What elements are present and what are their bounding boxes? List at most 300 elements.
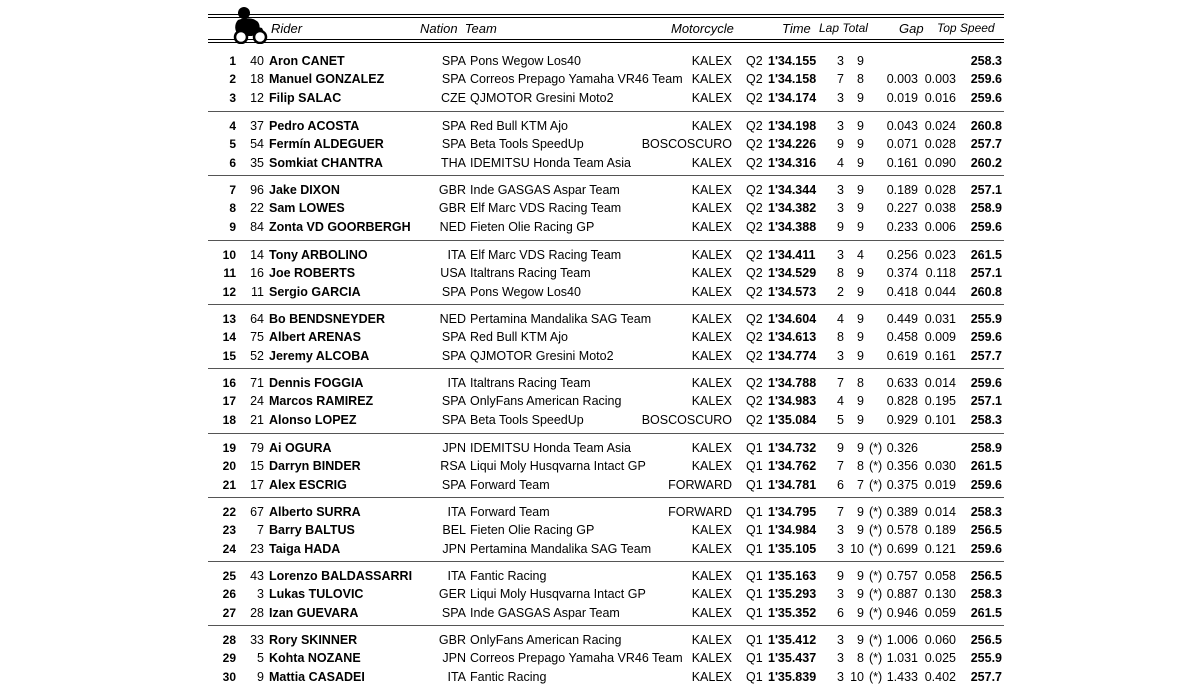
total-laps: 9 bbox=[857, 605, 864, 620]
rider-name: Darryn BINDER bbox=[269, 459, 361, 474]
rider-name: Izan GUEVARA bbox=[269, 605, 359, 620]
table-row bbox=[0, 310, 1200, 328]
position: 8 bbox=[229, 201, 236, 216]
lap: 3 bbox=[837, 523, 844, 538]
rider-number: 17 bbox=[250, 477, 264, 492]
team-name: IDEMITSU Honda Team Asia bbox=[470, 441, 631, 455]
total-laps: 9 bbox=[857, 155, 864, 170]
rider-number: 75 bbox=[250, 330, 264, 345]
position: 4 bbox=[229, 119, 236, 133]
motorcycle: KALEX bbox=[691, 376, 732, 390]
rider-number: 71 bbox=[250, 376, 264, 390]
rider-name: Aron CANET bbox=[269, 54, 345, 68]
motorcycle: KALEX bbox=[691, 441, 732, 455]
motorcycle: KALEX bbox=[691, 72, 732, 87]
rider-number: 84 bbox=[250, 219, 264, 234]
rider-number: 18 bbox=[250, 72, 264, 87]
total-laps: 10 bbox=[850, 669, 864, 684]
team-name: IDEMITSU Honda Team Asia bbox=[470, 155, 631, 170]
session: Q1 bbox=[746, 669, 763, 684]
session: Q2 bbox=[746, 201, 763, 216]
motorcycle: KALEX bbox=[691, 605, 732, 620]
q1-marker: (*) bbox=[869, 633, 883, 647]
rider-name: Bo BENDSNEYDER bbox=[269, 312, 385, 326]
total-laps: 9 bbox=[857, 54, 864, 68]
nation: GBR bbox=[438, 201, 466, 216]
gap-previous: 0.030 bbox=[924, 459, 956, 474]
nation: JPN bbox=[442, 541, 466, 556]
lap-time: 1'34.788 bbox=[768, 376, 817, 390]
gap: 0.389 bbox=[886, 505, 918, 519]
gap-previous: 0.019 bbox=[924, 477, 956, 492]
lap-time: 1'34.983 bbox=[768, 394, 817, 409]
session: Q2 bbox=[746, 219, 763, 234]
total-laps: 8 bbox=[857, 376, 864, 390]
team-name: Italtrans Racing Team bbox=[470, 376, 591, 390]
total-laps: 9 bbox=[857, 90, 864, 105]
header-nation-team: Nation Team bbox=[420, 21, 497, 36]
lap-time: 1'34.388 bbox=[768, 219, 817, 234]
total-laps: 9 bbox=[857, 137, 864, 152]
team-name: Fieten Olie Racing GP bbox=[470, 523, 595, 538]
rider-name: Zonta VD GOORBERGH bbox=[269, 219, 411, 234]
rider-number: 40 bbox=[250, 54, 264, 68]
total-laps: 9 bbox=[857, 348, 864, 363]
position: 2 bbox=[229, 72, 236, 87]
session: Q1 bbox=[746, 605, 763, 620]
motorcycle: FORWARD bbox=[668, 477, 732, 492]
motorcycle: KALEX bbox=[691, 348, 732, 363]
position: 24 bbox=[222, 541, 236, 556]
position: 13 bbox=[222, 312, 236, 326]
position: 6 bbox=[229, 155, 236, 170]
motorcycle: FORWARD bbox=[668, 505, 732, 519]
table-row bbox=[0, 476, 1200, 494]
total-laps: 4 bbox=[857, 248, 864, 262]
session: Q2 bbox=[746, 72, 763, 87]
team-name: QJMOTOR Gresini Moto2 bbox=[470, 348, 614, 363]
position: 15 bbox=[222, 348, 236, 363]
rider-number: 16 bbox=[250, 266, 264, 281]
header-top-speed: Top Speed bbox=[937, 21, 995, 35]
lap: 3 bbox=[837, 587, 844, 602]
gap: 0.619 bbox=[886, 348, 918, 363]
motorcycle: KALEX bbox=[691, 266, 732, 281]
top-speed: 259.6 bbox=[970, 90, 1002, 105]
session: Q2 bbox=[746, 330, 763, 345]
position: 11 bbox=[223, 266, 236, 281]
nation: ITA bbox=[447, 569, 466, 583]
session: Q1 bbox=[746, 633, 763, 647]
motorcycle: KALEX bbox=[691, 459, 732, 474]
total-laps: 9 bbox=[857, 330, 864, 345]
q1-marker: (*) bbox=[869, 477, 883, 492]
total-laps: 8 bbox=[857, 72, 864, 87]
team-name: Pertamina Mandalika SAG Team bbox=[470, 312, 652, 326]
session: Q1 bbox=[746, 523, 763, 538]
gap: 0.256 bbox=[886, 248, 918, 262]
rider-name: Ai OGURA bbox=[269, 441, 332, 455]
nation: SPA bbox=[441, 119, 466, 133]
total-laps: 9 bbox=[857, 523, 864, 538]
total-laps: 9 bbox=[857, 569, 864, 583]
lap-time: 1'34.155 bbox=[768, 54, 817, 68]
team-name: Pons Wegow Los40 bbox=[470, 54, 581, 68]
rider-name: Pedro ACOSTA bbox=[269, 119, 360, 133]
position: 22 bbox=[222, 505, 236, 519]
nation: JPN bbox=[442, 651, 466, 666]
table-row bbox=[0, 374, 1200, 392]
total-laps: 9 bbox=[857, 219, 864, 234]
top-speed: 257.7 bbox=[970, 669, 1002, 684]
lap: 3 bbox=[837, 54, 844, 68]
position: 18 bbox=[222, 412, 236, 427]
lap-time: 1'35.352 bbox=[768, 605, 817, 620]
table-row bbox=[0, 117, 1200, 135]
top-speed: 260.8 bbox=[970, 119, 1002, 133]
top-speed: 258.3 bbox=[970, 587, 1002, 602]
nation: NED bbox=[439, 219, 466, 234]
top-speed: 260.8 bbox=[970, 284, 1002, 299]
gap: 0.929 bbox=[886, 412, 918, 427]
lap-time: 1'35.293 bbox=[768, 587, 817, 602]
motorcycle: KALEX bbox=[691, 284, 732, 299]
motorcycle: KALEX bbox=[691, 219, 732, 234]
total-laps: 9 bbox=[857, 505, 864, 519]
rider-name: Marcos RAMIREZ bbox=[269, 394, 374, 409]
gap: 0.757 bbox=[886, 569, 918, 583]
team-name: Forward Team bbox=[470, 477, 550, 492]
top-speed: 258.3 bbox=[970, 54, 1002, 68]
q1-marker: (*) bbox=[869, 459, 883, 474]
group-separator bbox=[208, 497, 1004, 498]
position: 29 bbox=[222, 651, 236, 666]
top-speed: 258.9 bbox=[970, 201, 1002, 216]
nation: GER bbox=[438, 587, 466, 602]
nation: BEL bbox=[442, 523, 466, 538]
gap-previous: 0.016 bbox=[924, 90, 956, 105]
motorcycle: KALEX bbox=[691, 119, 732, 133]
motorcycle: BOSCOSCURO bbox=[641, 137, 732, 152]
q1-marker: (*) bbox=[869, 651, 883, 666]
rider-name: Kohta NOZANE bbox=[269, 651, 361, 666]
motorcycle: KALEX bbox=[691, 201, 732, 216]
header-time: Time bbox=[782, 21, 811, 36]
gap: 0.449 bbox=[886, 312, 918, 326]
top-speed: 261.5 bbox=[970, 605, 1002, 620]
header-rule-bottom bbox=[208, 39, 1004, 40]
gap-previous: 0.028 bbox=[924, 137, 956, 152]
gap-previous: 0.060 bbox=[924, 633, 956, 647]
total-laps: 9 bbox=[857, 633, 864, 647]
nation: SPA bbox=[441, 72, 466, 87]
header-rule-bottom-2 bbox=[208, 42, 1004, 43]
q1-marker: (*) bbox=[869, 541, 883, 556]
rider-name: Mattia CASADEI bbox=[269, 669, 365, 684]
lap: 7 bbox=[837, 72, 844, 87]
gap-previous: 0.130 bbox=[924, 587, 956, 602]
lap-time: 1'34.411 bbox=[768, 248, 816, 262]
rider-name: Alberto SURRA bbox=[269, 505, 361, 519]
q1-marker: (*) bbox=[869, 441, 883, 455]
session: Q2 bbox=[746, 266, 763, 281]
team-name: Inde GASGAS Aspar Team bbox=[470, 183, 620, 197]
header-rule-top bbox=[208, 14, 1004, 15]
table-row bbox=[0, 89, 1200, 107]
team-name: Italtrans Racing Team bbox=[470, 266, 591, 281]
table-row bbox=[0, 457, 1200, 475]
motorcycle: KALEX bbox=[691, 651, 732, 666]
rider-number: 3 bbox=[257, 587, 264, 602]
lap-time: 1'34.774 bbox=[768, 348, 817, 363]
total-laps: 9 bbox=[857, 266, 864, 281]
rider-name: Albert ARENAS bbox=[269, 330, 361, 345]
nation: JPN bbox=[442, 441, 466, 455]
lap-time: 1'35.163 bbox=[768, 569, 817, 583]
team-name: Fantic Racing bbox=[470, 569, 547, 583]
lap: 2 bbox=[837, 284, 844, 299]
top-speed: 256.5 bbox=[970, 523, 1002, 538]
rider-number: 67 bbox=[250, 505, 264, 519]
total-laps: 7 bbox=[857, 477, 864, 492]
table-row bbox=[0, 631, 1200, 649]
lap-time: 1'34.613 bbox=[768, 330, 817, 345]
top-speed: 259.6 bbox=[970, 541, 1002, 556]
nation: RSA bbox=[440, 459, 466, 474]
position: 16 bbox=[222, 376, 236, 390]
gap: 0.374 bbox=[886, 266, 918, 281]
lap-time: 1'34.226 bbox=[768, 137, 817, 152]
lap: 8 bbox=[837, 266, 844, 281]
team-name: Beta Tools SpeedUp bbox=[470, 412, 584, 427]
team-name: Inde GASGAS Aspar Team bbox=[470, 605, 620, 620]
position: 30 bbox=[222, 669, 236, 684]
gap: 0.633 bbox=[886, 376, 918, 390]
group-separator bbox=[208, 368, 1004, 369]
table-row bbox=[0, 521, 1200, 539]
lap: 3 bbox=[837, 201, 844, 216]
rider-number: 15 bbox=[250, 459, 264, 474]
top-speed: 256.5 bbox=[970, 633, 1002, 647]
group-separator bbox=[208, 240, 1004, 241]
rider-name: Tony ARBOLINO bbox=[269, 248, 368, 262]
top-speed: 259.6 bbox=[970, 72, 1002, 87]
rider-name: Sergio GARCIA bbox=[269, 284, 361, 299]
nation: SPA bbox=[441, 412, 466, 427]
lap: 3 bbox=[837, 119, 844, 133]
table-row bbox=[0, 585, 1200, 603]
gap: 0.227 bbox=[886, 201, 918, 216]
total-laps: 9 bbox=[857, 183, 864, 197]
lap-time: 1'35.412 bbox=[768, 633, 817, 647]
lap: 8 bbox=[837, 330, 844, 345]
lap: 9 bbox=[837, 137, 844, 152]
team-name: OnlyFans American Racing bbox=[470, 394, 622, 409]
table-row bbox=[0, 246, 1200, 264]
position: 20 bbox=[222, 459, 236, 474]
group-separator bbox=[208, 175, 1004, 176]
q1-marker: (*) bbox=[869, 587, 883, 602]
motorcycle: KALEX bbox=[691, 183, 732, 197]
gap-previous: 0.161 bbox=[924, 348, 956, 363]
table-row bbox=[0, 604, 1200, 622]
gap: 0.189 bbox=[886, 183, 918, 197]
rider-number: 5 bbox=[257, 651, 264, 666]
lap: 6 bbox=[837, 477, 844, 492]
gap: 0.233 bbox=[886, 219, 918, 234]
motorcycle: KALEX bbox=[691, 155, 732, 170]
lap: 4 bbox=[837, 155, 844, 170]
lap: 9 bbox=[837, 441, 844, 455]
position: 1 bbox=[229, 54, 236, 68]
table-row bbox=[0, 540, 1200, 558]
table-row bbox=[0, 135, 1200, 153]
team-name: Fantic Racing bbox=[470, 669, 547, 684]
lap-time: 1'34.781 bbox=[768, 477, 817, 492]
table-row bbox=[0, 347, 1200, 365]
gap: 0.019 bbox=[886, 90, 918, 105]
rider-name: Somkiat CHANTRA bbox=[269, 155, 383, 170]
rider-name: Joe ROBERTS bbox=[269, 266, 356, 281]
table-row bbox=[0, 283, 1200, 301]
gap-previous: 0.003 bbox=[924, 72, 956, 87]
top-speed: 258.3 bbox=[970, 505, 1002, 519]
rider-name: Alex ESCRIG bbox=[269, 477, 347, 492]
position: 21 bbox=[222, 477, 236, 492]
session: Q2 bbox=[746, 348, 763, 363]
team-name: Correos Prepago Yamaha VR46 Team bbox=[470, 72, 683, 87]
gap-previous: 0.014 bbox=[924, 376, 956, 390]
rider-name: Filip SALAC bbox=[269, 90, 342, 105]
top-speed: 257.1 bbox=[970, 183, 1002, 197]
nation: USA bbox=[440, 266, 466, 281]
lap: 3 bbox=[837, 541, 844, 556]
nation: ITA bbox=[447, 376, 466, 390]
nation: SPA bbox=[441, 605, 466, 620]
position: 12 bbox=[222, 284, 236, 299]
nation: SPA bbox=[441, 284, 466, 299]
gap: 0.043 bbox=[886, 119, 918, 133]
nation: SPA bbox=[441, 477, 466, 492]
team-name: Liqui Moly Husqvarna Intact GP bbox=[470, 459, 646, 474]
team-name: Pertamina Mandalika SAG Team bbox=[470, 541, 652, 556]
motorcycle-rider-icon bbox=[232, 6, 268, 44]
rider-name: Sam LOWES bbox=[269, 201, 345, 216]
rider-name: Manuel GONZALEZ bbox=[269, 72, 385, 87]
table-row bbox=[0, 181, 1200, 199]
lap: 4 bbox=[837, 394, 844, 409]
gap-previous: 0.028 bbox=[924, 183, 956, 197]
team-name: Beta Tools SpeedUp bbox=[470, 137, 584, 152]
session: Q1 bbox=[746, 541, 763, 556]
team-name: Elf Marc VDS Racing Team bbox=[470, 248, 622, 262]
gap: 0.946 bbox=[886, 605, 918, 620]
rider-name: Rory SKINNER bbox=[269, 633, 358, 647]
top-speed: 261.5 bbox=[970, 459, 1002, 474]
total-laps: 9 bbox=[857, 441, 864, 455]
total-laps: 9 bbox=[857, 412, 864, 427]
table-row bbox=[0, 154, 1200, 172]
lap-time: 1'35.437 bbox=[768, 651, 817, 666]
gap-previous: 0.118 bbox=[925, 266, 956, 281]
motorcycle: KALEX bbox=[691, 312, 732, 326]
rider-name: Alonso LOPEZ bbox=[269, 412, 357, 427]
gap-previous: 0.101 bbox=[924, 412, 956, 427]
rider-number: 35 bbox=[250, 155, 264, 170]
session: Q1 bbox=[746, 459, 763, 474]
motorcycle: KALEX bbox=[691, 54, 732, 68]
table-row bbox=[0, 668, 1200, 686]
lap: 7 bbox=[837, 505, 844, 519]
table-row bbox=[0, 328, 1200, 346]
lap: 3 bbox=[837, 90, 844, 105]
nation: SPA bbox=[441, 137, 466, 152]
lap: 5 bbox=[837, 412, 844, 427]
q1-marker: (*) bbox=[869, 669, 883, 684]
motorcycle: KALEX bbox=[691, 541, 732, 556]
top-speed: 259.6 bbox=[970, 376, 1002, 390]
lap: 9 bbox=[837, 569, 844, 583]
rider-number: 33 bbox=[250, 633, 264, 647]
lap-time: 1'34.174 bbox=[768, 90, 817, 105]
total-laps: 9 bbox=[857, 284, 864, 299]
top-speed: 256.5 bbox=[970, 569, 1002, 583]
top-speed: 255.9 bbox=[970, 312, 1002, 326]
session: Q2 bbox=[746, 248, 763, 262]
lap: 3 bbox=[837, 183, 844, 197]
session: Q2 bbox=[746, 284, 763, 299]
rider-number: 23 bbox=[250, 541, 264, 556]
gap-previous: 0.121 bbox=[924, 541, 956, 556]
session: Q1 bbox=[746, 505, 763, 519]
motorcycle: KALEX bbox=[691, 569, 732, 583]
position: 28 bbox=[222, 633, 236, 647]
top-speed: 257.7 bbox=[970, 137, 1002, 152]
rider-number: 14 bbox=[250, 248, 264, 262]
session: Q2 bbox=[746, 394, 763, 409]
rider-number: 12 bbox=[250, 90, 264, 105]
gap-previous: 0.189 bbox=[924, 523, 956, 538]
nation: NED bbox=[439, 312, 466, 326]
position: 3 bbox=[229, 90, 236, 105]
rider-number: 96 bbox=[250, 183, 264, 197]
gap: 0.003 bbox=[886, 72, 918, 87]
gap: 0.578 bbox=[886, 523, 918, 538]
team-name: Red Bull KTM Ajo bbox=[470, 330, 568, 345]
header-rule-top-2 bbox=[208, 17, 1004, 18]
rider-number: 43 bbox=[250, 569, 264, 583]
group-separator bbox=[208, 304, 1004, 305]
position: 17 bbox=[222, 394, 236, 409]
lap: 3 bbox=[837, 248, 844, 262]
rider-number: 7 bbox=[257, 523, 264, 538]
session: Q2 bbox=[746, 312, 763, 326]
position: 19 bbox=[222, 441, 236, 455]
lap: 3 bbox=[837, 633, 844, 647]
session: Q2 bbox=[746, 137, 763, 152]
position: 26 bbox=[222, 587, 236, 602]
team-name: QJMOTOR Gresini Moto2 bbox=[470, 90, 614, 105]
gap: 1.433 bbox=[886, 669, 918, 684]
gap-previous: 0.014 bbox=[924, 505, 956, 519]
rider-name: Lorenzo BALDASSARRI bbox=[269, 569, 413, 583]
position: 23 bbox=[222, 523, 236, 538]
top-speed: 259.6 bbox=[970, 477, 1002, 492]
nation: ITA bbox=[447, 505, 466, 519]
top-speed: 258.9 bbox=[970, 441, 1002, 455]
team-name: Forward Team bbox=[470, 505, 550, 519]
gap: 0.326 bbox=[886, 441, 918, 455]
